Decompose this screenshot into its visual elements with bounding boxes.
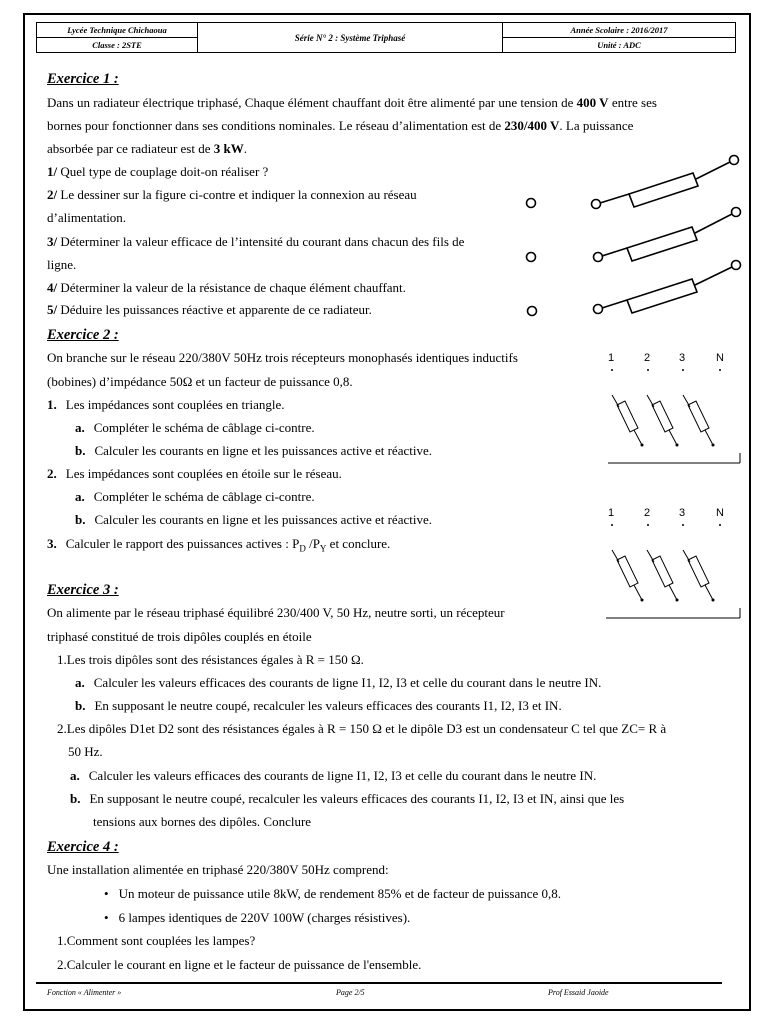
school-name: Lycée Technique Chichaoua: [37, 23, 198, 38]
impedance-coil: [688, 556, 709, 587]
phase-label-1: 1: [608, 507, 615, 519]
ex1-para-line1: Dans un radiateur électrique triphasé, Chaque élément chauffant doit être alimenté par une tension de 400 V entre ses: [47, 95, 657, 110]
ex2-item2: 2. Les impédances sont couplées en étoile sur le réseau.: [47, 466, 342, 481]
ex3-para-line1: On alimente par le réseau triphasé équilibré 230/400 V, 50 Hz, neutre sorti, un récepteur: [47, 605, 505, 620]
ex1-title: Exercice 1 :: [47, 71, 119, 87]
phase-label-3: 3: [679, 352, 686, 364]
ex3-para-line2: triphasé constitué de trois dipôles couplés en étoile: [47, 629, 312, 644]
impedance-coil: [652, 401, 673, 432]
footer-page: Page 2/5: [336, 988, 365, 997]
ex1-q3: 3/ Déterminer la valeur efficace de l’intensité du courant dans chacun des fils de: [47, 234, 465, 249]
series-title: Série N° 2 : Système Triphasé: [198, 23, 503, 53]
heating-element-resistor: [627, 227, 697, 261]
footer-author: Prof Essaid Jaoide: [548, 988, 609, 997]
ex4-para: Une installation alimentée en triphasé 220/380V 50Hz comprend:: [47, 862, 389, 877]
terminal-circle: [528, 307, 537, 316]
phase-label-n: N: [716, 507, 724, 519]
ex2-para-line2: (bobines) d’impédance 50Ω et un facteur de puissance 0,8.: [47, 374, 353, 389]
phase-label-2: 2: [644, 507, 651, 519]
class-name: Classe : 2STE: [37, 38, 198, 53]
ex4-bullet1: • Un moteur de puissance utile 8kW, de rendement 85% et de facteur de puissance 0,8.: [104, 886, 562, 901]
ex3-item2b: b. En supposant le neutre coupé, recalculer les valeurs efficaces des courants I1, I2, I3 et IN, ainsi que les: [70, 791, 625, 806]
ex3-item2: 2.Les dipôles D1et D2 sont des résistances égales à R = 150 Ω et le dipôle D3 est un condensateur C tel que ZC= R à: [57, 721, 667, 736]
phase-label-n: N: [716, 352, 724, 364]
ex2-item1a: a. Compléter le schéma de câblage ci-contre.: [75, 420, 315, 435]
ex3-title: Exercice 3 :: [47, 582, 119, 598]
delta-wiring-diagram: [600, 345, 750, 470]
ex3-item2a: a. Calculer les valeurs efficaces des courants de ligne I1, I2, I3 et celle du courant dans le neutre IN.: [70, 768, 597, 783]
ex1-q2: 2/ Le dessiner sur la figure ci-contre et indiquer la connexion au réseau: [47, 187, 417, 202]
terminal-circle: [594, 253, 603, 262]
footer-left: Fonction « Alimenter »: [47, 988, 122, 997]
terminal-circle: [732, 261, 741, 270]
impedance-coil: [688, 401, 709, 432]
terminal-circle: [592, 200, 601, 209]
ex3-item1b: b. En supposant le neutre coupé, recalculer les valeurs efficaces des courants I1, I2, I3 et IN.: [75, 698, 562, 713]
ex1-para-line2: bornes pour fonctionner dans ses conditions nominales. Le réseau d’alimentation est de 230/400 V. La puissance: [47, 118, 634, 133]
phase-label-1: 1: [608, 352, 615, 364]
ex2-item3: 3. Calculer le rapport des puissances actives : $P_D$ $/P_Y$ et conclure.: [47, 536, 391, 554]
heating-element-resistor: [629, 173, 698, 207]
terminal-circle: [527, 199, 536, 208]
header-table: [36, 22, 736, 53]
ex3-item1a: a. Calculer les valeurs efficaces des courants de ligne I1, I2, I3 et celle du courant dans le neutre IN.: [75, 675, 602, 690]
ex4-q2: 2.Calculer le courant en ligne et le facteur de puissance de l'ensemble.: [57, 957, 422, 972]
ex2-para-line1: On branche sur le réseau 220/380V 50Hz trois récepteurs monophasés identiques inductifs: [47, 350, 518, 365]
school-year: Année Scolaire : 2016/2017: [503, 23, 736, 38]
terminal-circle: [730, 156, 739, 165]
ex1-q1: 1/ Quel type de couplage doit-on réaliser ?: [47, 164, 269, 179]
ex2-title: Exercice 2 :: [47, 327, 119, 343]
ex3-item2b-cont: tensions aux bornes des dipôles. Conclure: [93, 814, 312, 829]
terminal-circle: [594, 305, 603, 314]
ex4-bullet2: • 6 lampes identiques de 220V 100W (charges résistives).: [104, 910, 411, 925]
phase-label-2: 2: [644, 352, 651, 364]
phase-label-3: 3: [679, 507, 686, 519]
ex2-item2a: a. Compléter le schéma de câblage ci-contre.: [75, 489, 315, 504]
ex1-q5: 5/ Déduire les puissances réactive et apparente de ce radiateur.: [47, 302, 372, 317]
ex1-q2-cont: d’alimentation.: [47, 210, 127, 225]
ex4-title: Exercice 4 :: [47, 839, 119, 855]
ex2-item1: 1. Les impédances sont couplées en triangle.: [47, 397, 285, 412]
ex2-item1b: b. Calculer les courants en ligne et les puissances active et réactive.: [75, 443, 432, 458]
footer-rule: [36, 982, 722, 984]
ex3-item2-cont: 50 Hz.: [68, 744, 103, 759]
ex1-para-line3: absorbée par ce radiateur est de 3 kW.: [47, 141, 247, 156]
terminal-circle: [732, 208, 741, 217]
impedance-coil: [652, 556, 673, 587]
impedance-coil: [617, 556, 638, 587]
unit-name: Unité : ADC: [503, 38, 736, 53]
ex2-item2b: b. Calculer les courants en ligne et les puissances active et réactive.: [75, 512, 432, 527]
terminal-circle: [527, 253, 536, 262]
heating-elements-figure: [520, 150, 750, 330]
impedance-coil: [617, 401, 638, 432]
ex4-q1: 1.Comment sont couplées les lampes?: [57, 933, 256, 948]
ex1-q4: 4/ Déterminer la valeur de la résistance de chaque élément chauffant.: [47, 280, 406, 295]
ex3-item1: 1.Les trois dipôles sont des résistances égales à R = 150 Ω.: [57, 652, 364, 667]
star-wiring-diagram: [600, 500, 750, 625]
ex1-q3-cont: ligne.: [47, 257, 77, 272]
heating-element-resistor: [627, 279, 697, 313]
